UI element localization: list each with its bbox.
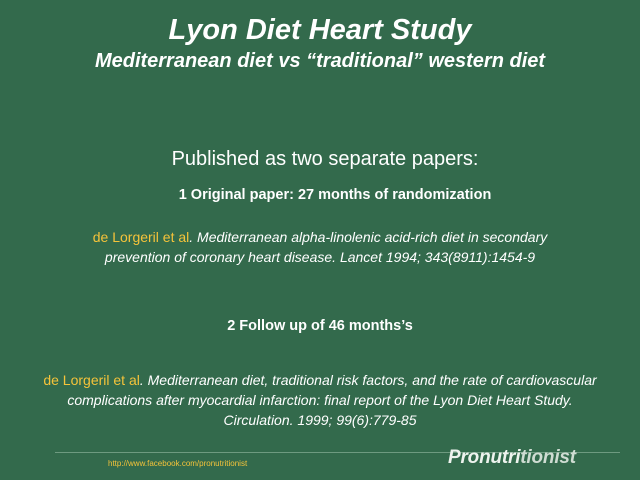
published-heading: Published as two separate papers: bbox=[171, 148, 479, 170]
point-original-paper: 1 Original paper: 27 months of randomization bbox=[178, 187, 492, 203]
reference-2-author: de Lorgeril et al bbox=[43, 372, 140, 388]
logo-text-bold: Pronutri bbox=[448, 447, 521, 468]
reference-2-text: . Mediterranean diet, traditional risk factors, and the rate of cardiovascular complications after myocardial infarction: final report of the Lyon Diet Heart Study. Circulation. 1999; 99(6):779-85 bbox=[67, 372, 597, 428]
reference-1-text: . Mediterranean alpha-linolenic acid-rich diet in secondary prevention of coronary heart disease. Lancet 1994; 343(8911):1454-9 bbox=[104, 229, 548, 265]
slide-subtitle: Mediterranean diet vs “traditional” western diet bbox=[94, 50, 546, 72]
reference-1 bbox=[70, 227, 570, 267]
slide-title: Lyon Diet Heart Study bbox=[168, 14, 472, 46]
footer-url-link[interactable]: http://www.facebook.com/pronutritionist bbox=[108, 459, 248, 468]
point-follow-up: 2 Follow up of 46 months’s bbox=[227, 318, 413, 334]
reference-2 bbox=[40, 370, 600, 430]
pronutritionist-logo bbox=[448, 446, 576, 470]
logo-text-light: tionist bbox=[520, 447, 576, 468]
reference-1-author: de Lorgeril et al bbox=[92, 229, 190, 245]
